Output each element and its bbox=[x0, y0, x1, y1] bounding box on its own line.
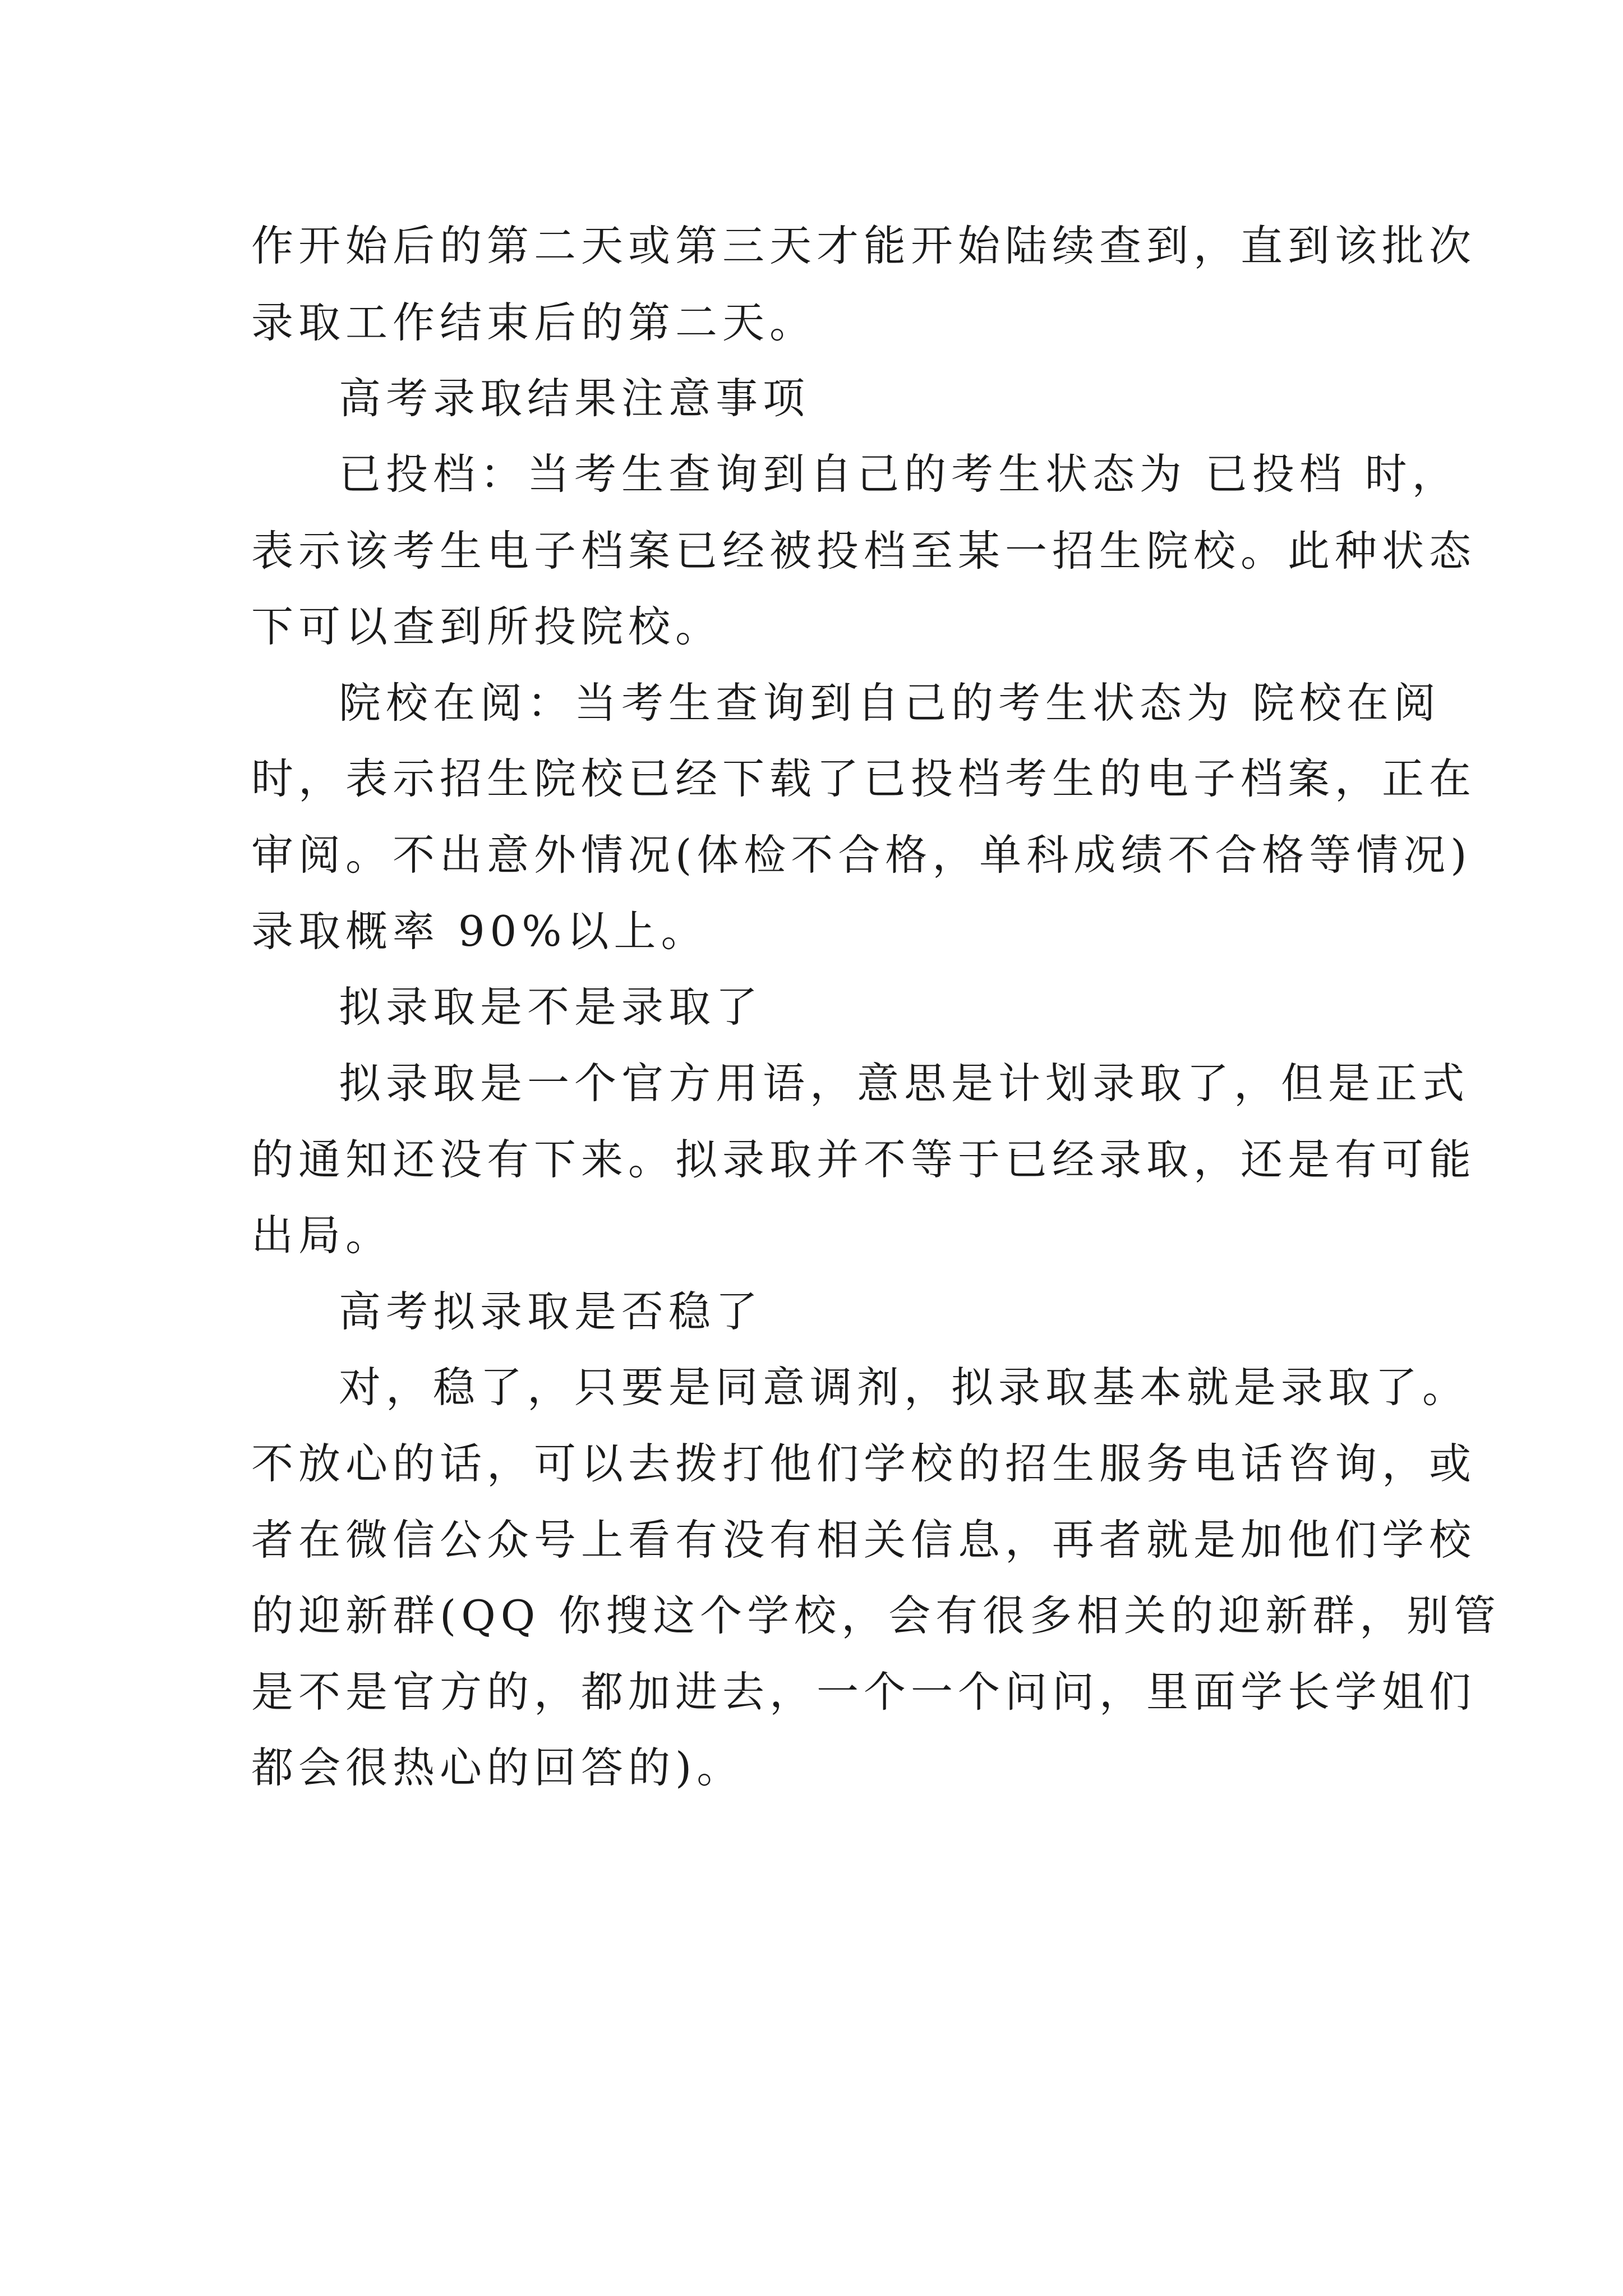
text-line: 院校在阅：当考生查询到自己的考生状态为 院校在阅 bbox=[339, 678, 1441, 728]
text-line: 作开始后的第二天或第三天才能开始陆续查到，直到该批次 bbox=[251, 221, 1477, 270]
text-line: 拟录取是一个官方用语，意思是计划录取了，但是正式 bbox=[339, 1059, 1470, 1108]
text-line: 审阅。不出意外情况(体检不合格，单科成绩不合格等情况) bbox=[251, 830, 1472, 880]
section-heading: 高考录取结果注意事项 bbox=[339, 374, 810, 423]
text-line: 时，表示招生院校已经下载了已投档考生的电子档案，正在 bbox=[251, 754, 1477, 803]
text-line: 表示该考生电子档案已经被投档至某一招生院校。此种状态 bbox=[251, 526, 1477, 576]
text-line: 录取工作结束后的第二天。 bbox=[251, 298, 817, 347]
text-line: 下可以查到所投院校。 bbox=[251, 602, 723, 651]
text-line: 出局。 bbox=[251, 1211, 393, 1260]
text-line: 不放心的话，可以去拨打他们学校的招生服务电话咨询，或 bbox=[251, 1439, 1477, 1488]
text-line: 已投档：当考生查询到自己的考生状态为 已投档 时， bbox=[339, 449, 1459, 499]
text-line: 对，稳了，只要是同意调剂，拟录取基本就是录取了。 bbox=[339, 1363, 1470, 1412]
section-heading: 拟录取是不是录取了 bbox=[339, 982, 763, 1032]
text-line: 录取概率 90%以上。 bbox=[251, 907, 708, 956]
text-line: 的迎新群(QQ 你搜这个学校，会有很多相关的迎新群，别管 bbox=[251, 1591, 1501, 1640]
text-line: 是不是官方的，都加进去，一个一个问问，里面学长学姐们 bbox=[251, 1667, 1477, 1717]
section-heading: 高考拟录取是否稳了 bbox=[339, 1287, 763, 1336]
text-line: 的通知还没有下来。拟录取并不等于已经录取，还是有可能 bbox=[251, 1135, 1477, 1184]
text-line: 者在微信公众号上看有没有相关信息，再者就是加他们学校 bbox=[251, 1515, 1477, 1565]
text-line: 都会很热心的回答的)。 bbox=[251, 1743, 744, 1792]
